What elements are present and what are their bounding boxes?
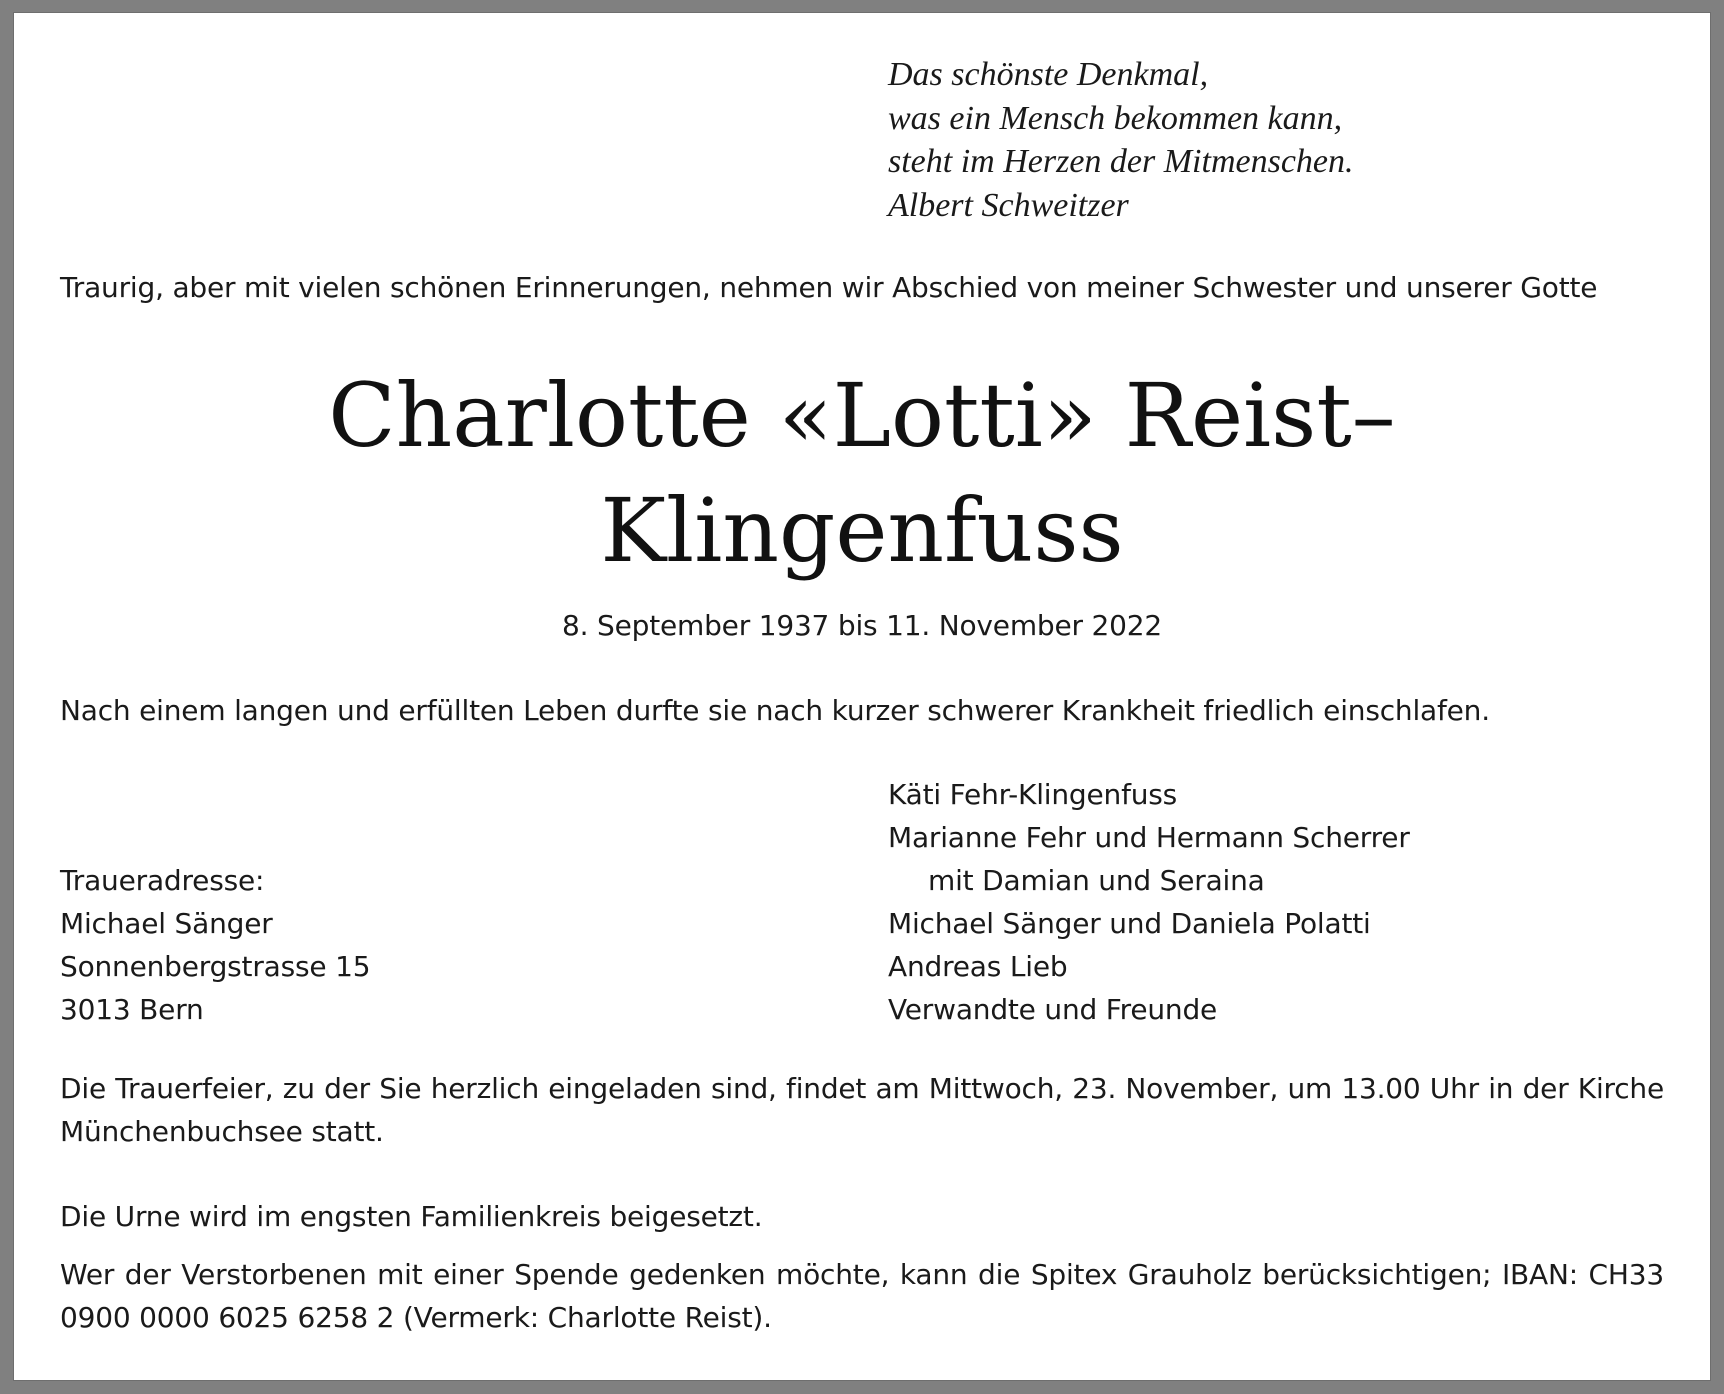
mourners-list	[888, 773, 1410, 1031]
epigraph-quote	[888, 53, 1354, 227]
deceased-name-line2: Klingenfuss	[600, 479, 1124, 582]
mourning-address	[60, 859, 370, 1031]
passing-text: Nach einem langen und erfüllten Leben durfte sie nach kurzer schwerer Krankheit friedlich einschlafen.	[60, 694, 1490, 727]
address-city: 3013 Bern	[60, 993, 204, 1026]
mourner-item: Michael Sänger und Daniela Polatti	[888, 907, 1371, 940]
mourner-item: Käti Fehr-Klingenfuss	[888, 778, 1178, 811]
life-dates: 8. September 1937 bis 11. November 2022	[562, 609, 1162, 642]
address-street: Sonnenbergstrasse 15	[60, 950, 371, 983]
quote-line: was ein Mensch bekommen kann,	[888, 99, 1343, 137]
intro-text: Traurig, aber mit vielen schönen Erinnerungen, nehmen wir Abschied von meiner Schwester und unserer Gotte	[60, 271, 1598, 304]
quote-line: steht im Herzen der Mitmenschen.	[888, 143, 1354, 180]
quote-line: Das schönste Denkmal,	[888, 56, 1209, 93]
urn-text: Die Urne wird im engsten Familienkreis beigesetzt.	[60, 1200, 763, 1233]
donation-text: Wer der Verstorbenen mit einer Spende gedenken möchte, kann die Spitex Grauholz berücksichtigen; IBAN: CH33 0900 0000 6025 6258 2 (Vermerk: Charlotte Reist).	[60, 1258, 1664, 1334]
mourner-item: Verwandte und Freunde	[888, 993, 1218, 1026]
address-label: Traueradresse:	[60, 864, 265, 897]
deceased-name	[14, 358, 1710, 588]
ceremony-text: Die Trauerfeier, zu der Sie herzlich eingeladen sind, findet am Mittwoch, 23. November, um 13.00 Uhr in der Kirche Münchenbuchsee statt.	[60, 1072, 1664, 1148]
address-name: Michael Sänger	[60, 907, 273, 940]
quote-author: Albert Schweitzer	[888, 186, 1129, 224]
obituary-card	[14, 13, 1710, 1380]
deceased-name-line1: Charlotte «Lotti» Reist–	[328, 364, 1396, 467]
mourner-item: Andreas Lieb	[888, 950, 1068, 983]
mourner-item: mit Damian und Seraina	[928, 864, 1265, 897]
mourner-item: Marianne Fehr und Hermann Scherrer	[888, 821, 1410, 854]
